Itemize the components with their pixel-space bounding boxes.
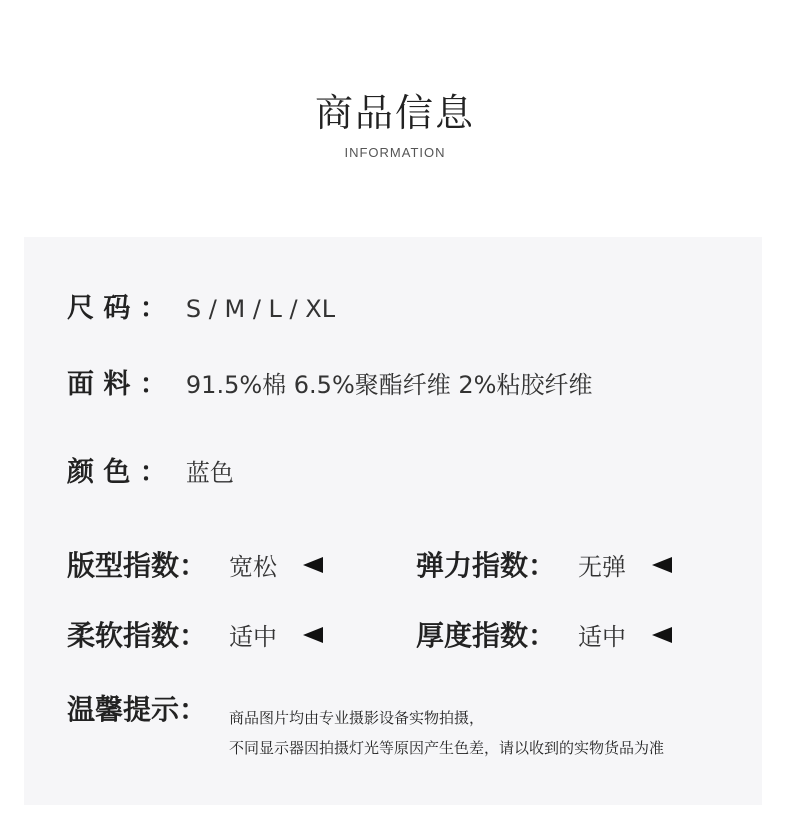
color-label: 颜 色 ： [67,457,167,488]
spec-row-fabric [67,362,592,401]
triangle-left-icon [303,557,323,573]
index-elasticity-value: 无弹 [578,553,627,581]
triangle-left-icon [652,627,672,643]
page-title: 商品信息 [314,91,475,135]
size-label: 尺 码 ： [67,293,167,324]
index-thickness-value: 适中 [578,623,627,651]
tip-line-2: 不同显示器因拍摄灯光等原因产生色差，请以收到的实物货品为准 [229,739,665,757]
index-softness-value: 适中 [229,623,278,651]
spec-row-size [67,286,335,325]
index-fit-value: 宽松 [229,553,278,581]
page-subtitle: INFORMATION [344,145,446,160]
tip-heading [67,688,207,728]
size-value: S / M / L / XL [185,295,336,323]
triangle-left-icon [303,627,323,643]
index-elasticity [416,544,672,584]
triangle-left-icon [652,557,672,573]
index-thickness-label: 厚度指数： [416,619,557,652]
index-fit [67,544,323,584]
spec-row-color [67,450,234,489]
index-elasticity-label: 弹力指数： [416,549,557,582]
index-softness-label: 柔软指数： [67,619,208,652]
color-value: 蓝色 [185,459,234,487]
index-fit-label: 版型指数： [67,549,208,582]
fabric-label: 面 料 ： [67,369,167,400]
index-thickness [416,614,672,654]
tip-label: 温馨提示： [67,693,208,726]
fabric-value: 91.5%棉 6.5%聚酯纤维 2%粘胶纤维 [185,371,593,399]
tip-text [229,703,664,763]
tip-line-1: 商品图片均由专业摄影设备实物拍摄， [229,709,485,727]
index-softness [67,614,323,654]
